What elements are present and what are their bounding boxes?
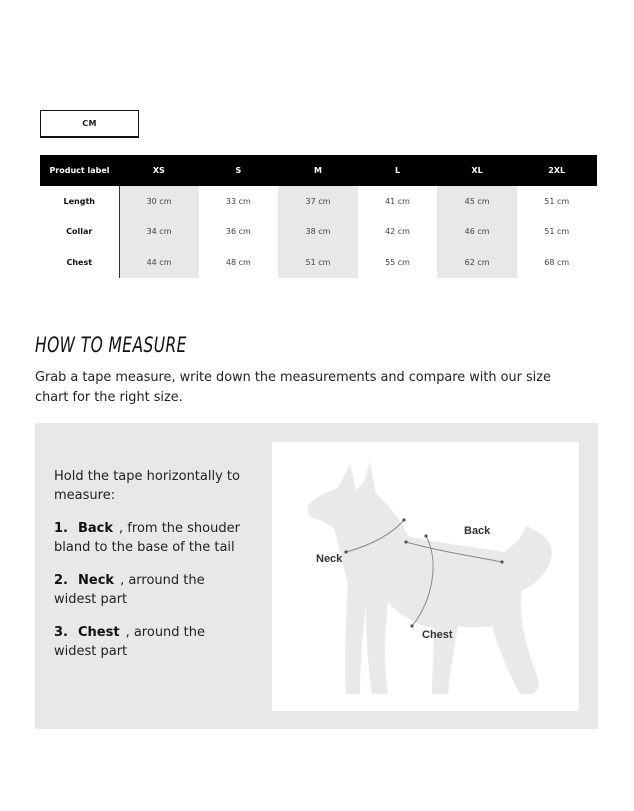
table-cell: 51 cm (544, 227, 570, 237)
table-cell: 37 cm (278, 186, 358, 217)
table-cell: 41 cm (385, 196, 410, 206)
row-label: Length (40, 186, 119, 217)
how-to-measure-intro: Grab a tape measure, write down the measurements and compare with our size chart for the right size. (35, 370, 551, 405)
step-text: , from the shouder bland to the base of the tail (54, 521, 240, 555)
header-size: 2XL (517, 155, 597, 186)
unit-tab-cm[interactable] (40, 110, 139, 138)
header-size: S (199, 155, 279, 186)
measure-point (404, 540, 407, 543)
table-cell: 34 cm (119, 217, 199, 248)
header-size: M (278, 155, 358, 186)
step-text: , around the widest part (54, 625, 206, 659)
row-label: Chest (40, 247, 119, 278)
step-number: 3. (54, 625, 68, 640)
chest-label: Chest (422, 629, 453, 641)
step-keyword: Neck (78, 573, 115, 588)
measure-point (500, 560, 503, 563)
header-size: XL (437, 155, 517, 186)
table-cell: 48 cm (225, 257, 251, 267)
size-table-header-row (40, 155, 597, 186)
header-size: XS (119, 155, 199, 186)
table-cell: 55 cm (385, 257, 410, 267)
step-text: , arround the widest part (54, 573, 205, 607)
table-cell: 44 cm (119, 247, 199, 278)
row-label: Collar (40, 217, 119, 248)
measure-panel (35, 423, 598, 729)
size-table (40, 155, 597, 278)
table-cell: 68 cm (544, 257, 570, 267)
table-cell: 62 cm (437, 247, 517, 278)
neck-label: Neck (316, 553, 343, 565)
table-cell: 42 cm (385, 227, 410, 237)
table-cell: 36 cm (225, 227, 251, 237)
dog-diagram (272, 442, 579, 711)
header-size: L (358, 155, 438, 186)
back-label: Back (464, 525, 491, 537)
table-row (40, 186, 597, 217)
how-to-measure-title: HOW TO MEASURE (35, 333, 187, 357)
measure-point (344, 550, 347, 553)
header-product-label: Product label (40, 155, 119, 186)
instructions-lead: Hold the tape horizontally to measure: (54, 469, 240, 503)
dog-measure-figure (272, 442, 579, 711)
measure-step (54, 571, 244, 609)
table-row (40, 247, 597, 278)
step-keyword: Chest (78, 625, 120, 640)
table-cell: 33 cm (225, 196, 251, 206)
measure-step (54, 519, 244, 557)
measure-instructions (54, 467, 244, 675)
table-row (40, 217, 597, 248)
measure-step (54, 623, 244, 661)
unit-tab-label: CM (82, 119, 97, 128)
step-number: 1. (54, 521, 68, 536)
table-cell: 45 cm (437, 186, 517, 217)
table-cell: 38 cm (278, 217, 358, 248)
step-keyword: Back (78, 521, 114, 536)
measure-point (402, 518, 405, 521)
table-cell: 51 cm (544, 196, 570, 206)
table-cell: 30 cm (119, 186, 199, 217)
table-cell: 46 cm (437, 217, 517, 248)
measure-point (424, 534, 427, 537)
table-cell: 51 cm (278, 247, 358, 278)
step-number: 2. (54, 573, 68, 588)
dog-silhouette-icon (308, 462, 553, 694)
measure-point (410, 624, 413, 627)
